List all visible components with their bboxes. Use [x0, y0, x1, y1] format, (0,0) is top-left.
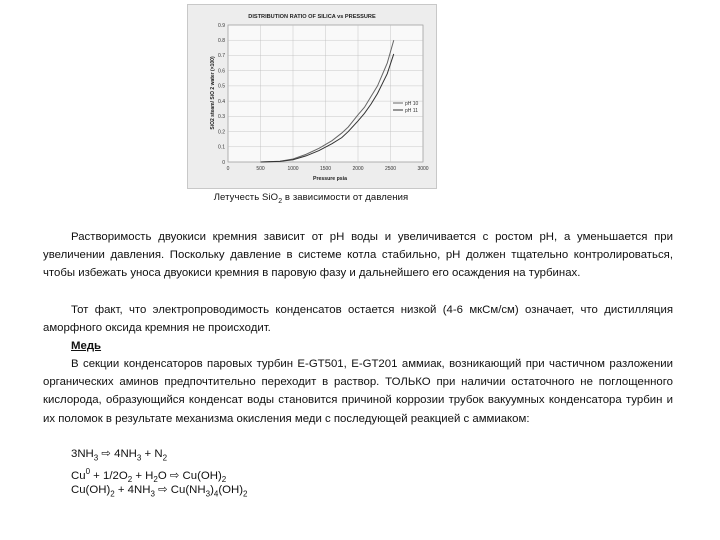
eq2-sub: 2	[153, 475, 158, 485]
y-tick-label: 0.2	[218, 129, 225, 136]
eq3-part: + 4NH	[114, 484, 151, 496]
paragraph-solubility-text: Растворимость двуокиси кремния зависит от pH воды и увеличивается с ростом pH, а уменьшается при увеличении давления. Поскольку давление в системе котла стабильно, pH должен тщательно контролироваться, чтобы избежать уноса двуокиси кремния в паровую фазу и дальнейшего его осаждения на турбинах.	[43, 231, 673, 280]
y-tick-label: 0.1	[218, 144, 225, 151]
eq3-sub: 2	[243, 489, 248, 499]
y-tick-label: 0.8	[218, 38, 225, 45]
eq2-part: Cu	[71, 469, 86, 482]
paragraph-conductivity	[43, 301, 673, 337]
y-tick-label: 0.4	[218, 98, 225, 105]
eq1-sub: 3	[136, 453, 142, 463]
x-tick-label: 2500	[384, 166, 397, 172]
eq3-part: )	[210, 484, 214, 496]
eq3-part: Cu(OH)	[71, 484, 111, 496]
silica-distribution-chart	[188, 5, 436, 188]
heading-copper-text: Медь	[71, 340, 102, 352]
x-tick-label: 500	[256, 166, 265, 172]
eq3-sub: 4	[213, 489, 219, 499]
eq1-part: ⇨ 4NH	[98, 448, 137, 460]
paragraph-solubility	[43, 228, 673, 283]
section-heading-copper	[71, 337, 101, 355]
equation-3	[71, 481, 247, 503]
paragraph-condensers-text: В секции конденсаторов паровых турбин E-GT501, E-GT201 аммиак, возникающий при частичном разложении органических аминов предпочтительно переходит в раствор. ТОЛЬКО при наличии остаточного не поглощенного кислорода, образующийся конденсат воды становится причиной коррозии трубок вакуумных конденсатора турбин и их поломок в результате механизма окисления меди с последующей реакцией с аммиаком:	[43, 358, 673, 425]
eq3-part: (OH)	[218, 484, 243, 496]
paragraph-condensers	[43, 355, 673, 428]
eq1-part: + N	[141, 448, 163, 460]
eq2-sub: 2	[127, 475, 133, 485]
eq2-part: O ⇨ Cu(OH)	[157, 469, 222, 482]
eq1-part: 3NH	[71, 448, 94, 460]
x-tick-label: 1500	[319, 166, 332, 172]
eq2-sup: 0	[85, 467, 91, 476]
legend-label-2: pH 11	[405, 107, 418, 114]
y-tick-label: 0.3	[218, 114, 225, 121]
figure-caption	[187, 192, 435, 205]
paragraph-conductivity-text: Тот факт, что электропроводимость конденсатов остается низкой (4-6 мкСм/см) означает, что дистилляция аморфного оксида кремния не происходит.	[43, 304, 673, 335]
y-tick-label: 0.7	[218, 53, 225, 60]
chart-plot-area	[218, 23, 429, 172]
chart-title: DISTRIBUTION RATIO OF SILICA vs PRESSURE	[248, 14, 376, 20]
eq2-sub: 2	[221, 475, 227, 485]
x-tick-label: 1000	[287, 166, 299, 172]
y-tick-label: 0.5	[218, 83, 225, 90]
chart-figure	[187, 4, 437, 189]
legend-label-1: pH 10	[405, 100, 419, 107]
eq3-sub: 2	[110, 489, 115, 499]
eq2-part: + 1/2O	[90, 469, 128, 482]
x-tick-label: 3000	[417, 166, 429, 172]
eq1-sub: 2	[162, 453, 168, 463]
chart-x-label: Pressure psia	[312, 176, 348, 182]
y-tick-label: 0.6	[218, 68, 225, 75]
caption-sub: 2	[278, 197, 283, 205]
y-tick-label: 0	[222, 159, 225, 166]
x-tick-label: 2000	[352, 166, 364, 172]
eq3-part: ⇨ Cu(NH	[154, 484, 206, 496]
y-tick-label: 0.9	[218, 22, 225, 29]
eq2-part: + H	[132, 469, 154, 482]
eq3-sub: 3	[205, 489, 211, 499]
caption-prefix: Летучесть SiO	[213, 192, 279, 203]
x-tick-label: 0	[226, 166, 230, 172]
eq3-sub: 3	[150, 489, 155, 499]
eq1-sub: 3	[93, 453, 99, 463]
chart-y-label: SiO2 steam/ SiO 2 water (×100)	[210, 56, 216, 130]
caption-suffix: в зависимости от давления	[282, 192, 409, 203]
